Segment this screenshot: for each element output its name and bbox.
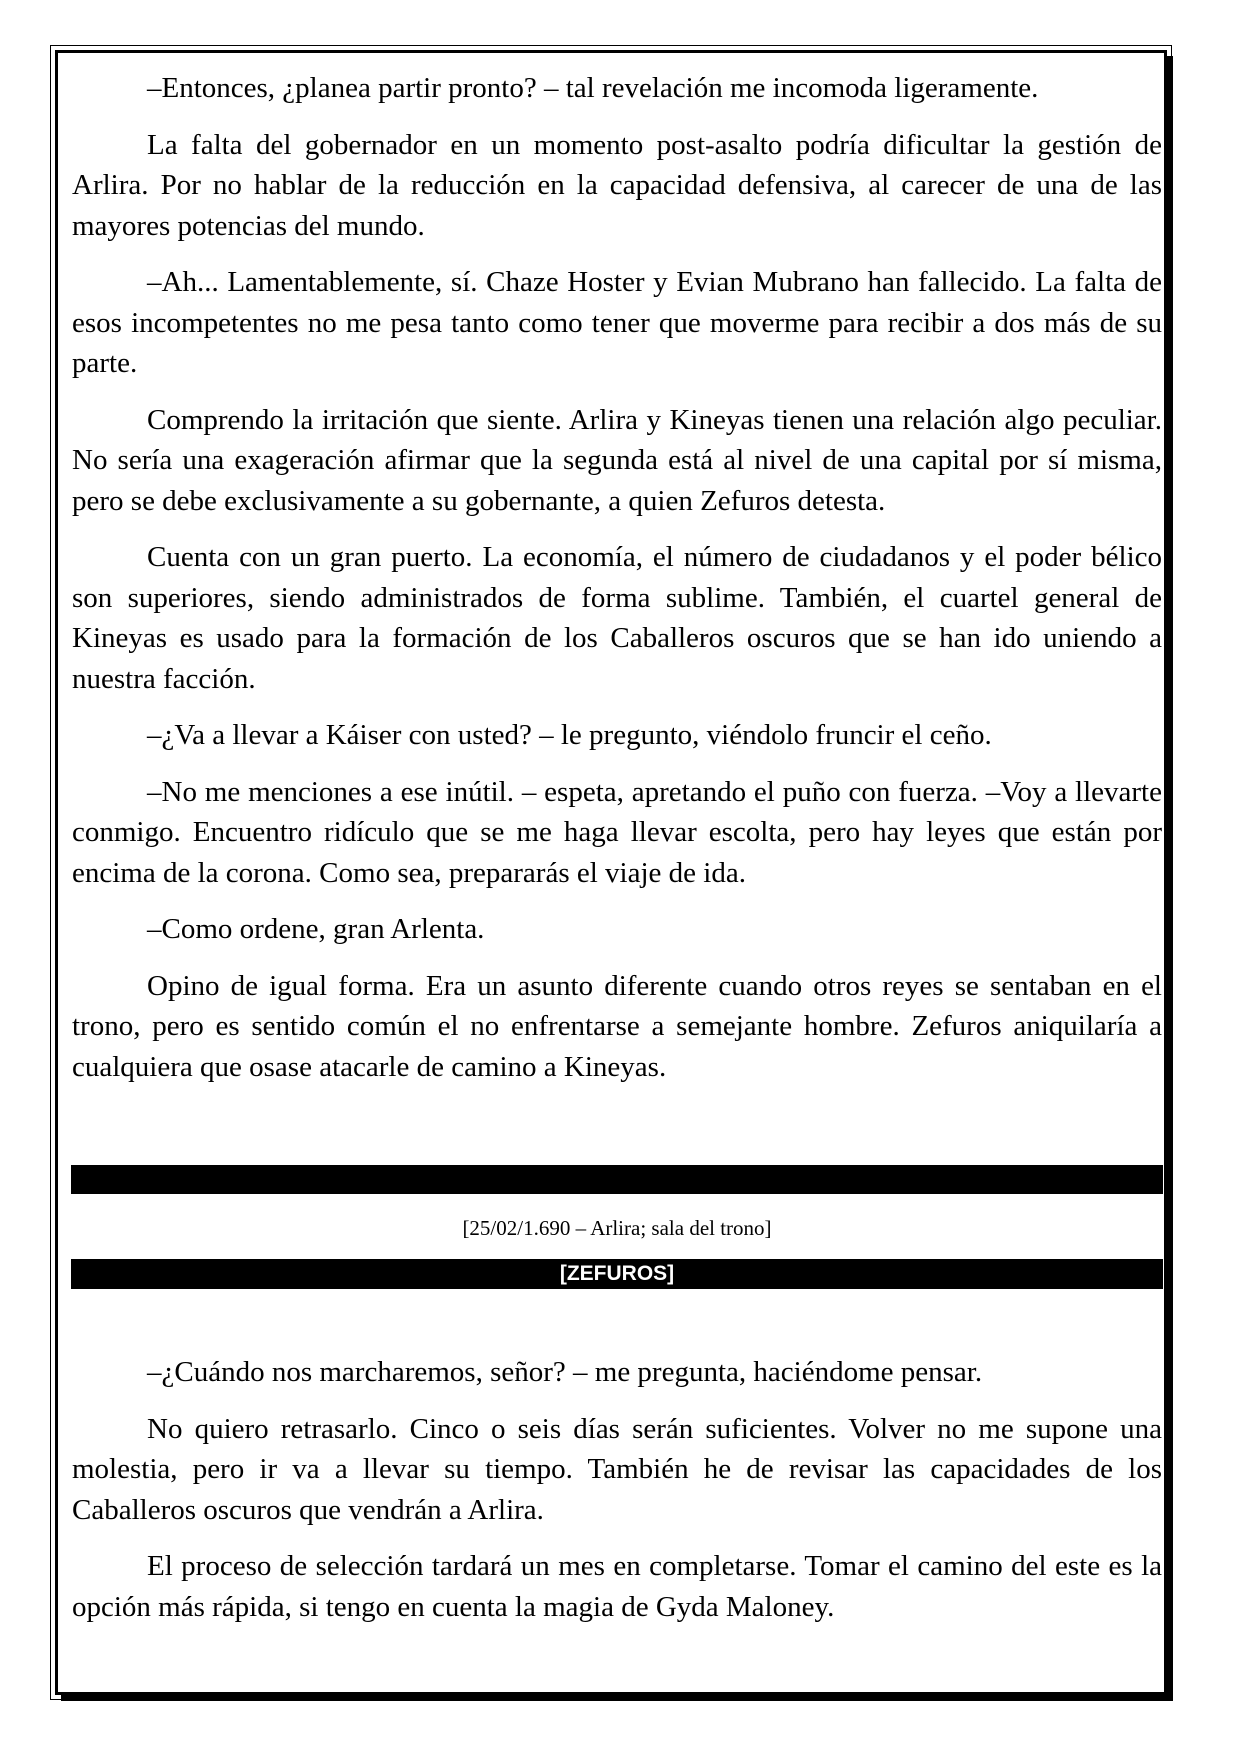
paragraph: Comprendo la irritación que siente. Arlira y Kineyas tienen una relación algo peculiar. No sería una exageración afirmar que la segunda está al nivel de una capital por sí misma, pero se debe exclusivamente a su gobernante, a quien Zefuros detesta. — [72, 403, 1162, 517]
paragraph: –Entonces, ¿planea partir pronto? – tal revelación me incomoda ligeramente. — [147, 72, 1039, 104]
scene-date-location: [25/02/1.690 – Arlira; sala del trono] — [462, 1216, 772, 1240]
paragraph: –Como ordene, gran Arlenta. — [147, 913, 485, 945]
pov-header: [ZEFUROS] — [71, 1259, 1163, 1289]
paragraph: El proceso de selección tardará un mes en completarse. Tomar el camino del este es la opción más rápida, si tengo en cuenta la magia de Gyda Maloney. — [72, 1550, 1162, 1623]
paragraph: Cuenta con un gran puerto. La economía, el número de ciudadanos y el poder bélico son superiores, siendo administrados de forma sublime. También, el cuartel general de Kineyas es usado para la formación de los Caballeros oscuros que se han ido uniendo a nuestra facción. — [72, 541, 1162, 695]
scene-divider-bar — [71, 1165, 1163, 1194]
paragraph: –¿Va a llevar a Káiser con usted? – le pregunto, viéndolo fruncir el ceño. — [147, 719, 992, 751]
paragraph: No quiero retrasarlo. Cinco o seis días serán suficientes. Volver no me supone una molestia, pero ir va a llevar su tiempo. También he de revisar las capacidades de los Caballeros oscuros que vendrán a Arlira. — [72, 1412, 1162, 1526]
body-text-bottom — [72, 1352, 1162, 1643]
body-text-top — [72, 68, 1162, 1103]
paragraph: Opino de igual forma. Era un asunto diferente cuando otros reyes se sentaban en el trono, pero es sentido común el no enfrentarse a semejante hombre. Zefuros aniquilaría a cualquiera que osase atacarle de camino a Kineyas. — [72, 969, 1162, 1083]
paragraph: La falta del gobernador en un momento post-asalto podría dificultar la gestión de Arlira. Por no hablar de la reducción en la capacidad defensiva, al carecer de una de las mayores potencias del mundo. — [72, 128, 1162, 242]
paragraph: –¿Cuándo nos marcharemos, señor? – me pregunta, haciéndome pensar. — [147, 1356, 983, 1388]
paragraph: –Ah... Lamentablemente, sí. Chaze Hoster y Evian Mubrano han fallecido. La falta de esos incompetentes no me pesa tanto como tener que moverme para recibir a dos más de su parte. — [72, 266, 1162, 379]
paragraph: –No me menciones a ese inútil. – espeta, apretando el puño con fuerza. –Voy a llevarte conmigo. Encuentro ridículo que se me haga llevar escolta, pero hay leyes que están por encima de la corona. Como sea, prepararás el viaje de ida. — [72, 775, 1162, 889]
